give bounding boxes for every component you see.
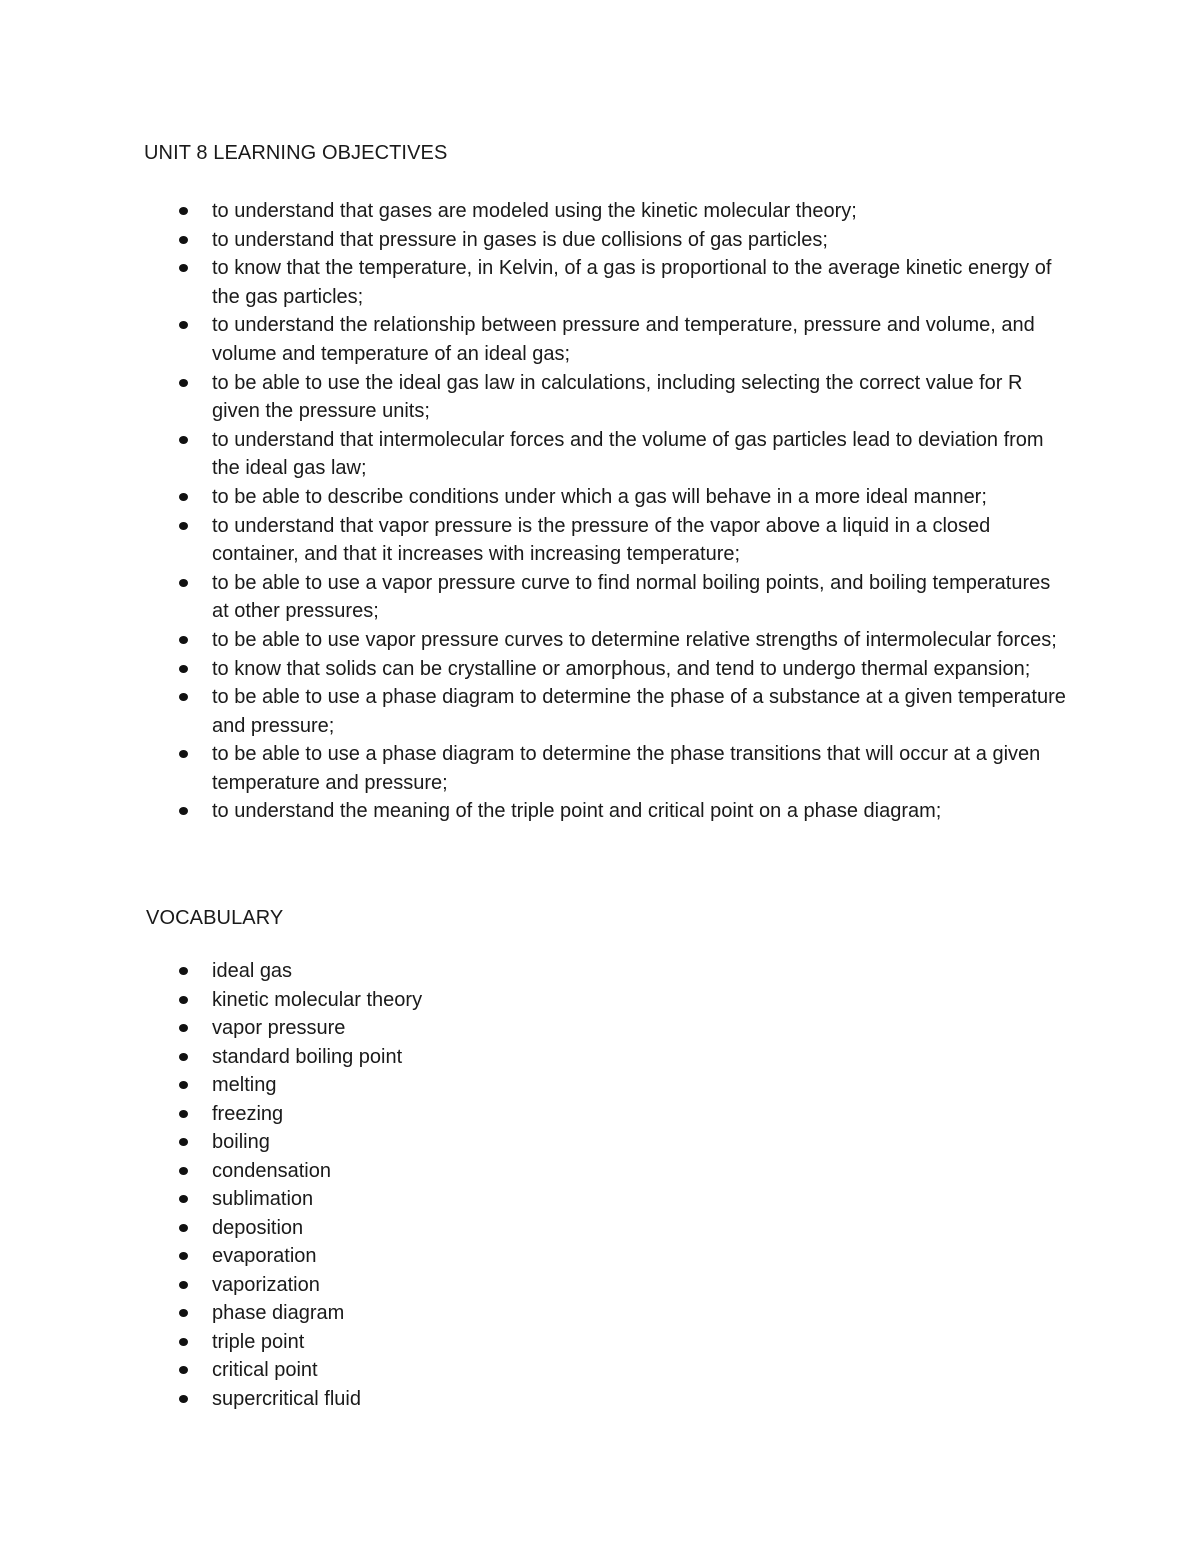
vocabulary-item-text: deposition [212,1216,304,1239]
objective-item-text: to understand that pressure in gases is due collisions of gas particles; [212,228,828,251]
bullet-icon [179,693,188,701]
objective-item-text: to be able to use vapor pressure curves to determine relative strengths of intermolecular forces; [212,628,1057,651]
vocabulary-item-text: boiling [212,1131,270,1153]
bullet-icon [179,1138,188,1146]
bullet-icon [179,207,188,215]
bullet-icon [179,1395,188,1403]
objective-item [0,626,1072,655]
objectives-list [0,197,1200,826]
vocabulary-item [0,1100,1072,1129]
vocabulary-item-text: ideal gas [212,960,293,982]
vocabulary-item-text: standard boiling point [212,1045,403,1068]
bullet-icon [179,579,188,587]
objective-item-text: to be able to use the ideal gas law in calculations, including selecting the correct value for R given the pressure units; [212,371,1023,423]
objective-item [0,311,1072,368]
objective-item-text: to understand that vapor pressure is the pressure of the vapor above a liquid in a closed container, and that it increases with increasing temperature; [212,514,991,566]
vocabulary-item-text: evaporation [212,1245,317,1267]
bullet-icon [179,1224,188,1232]
vocabulary-item [0,1385,1072,1414]
vocabulary-item-text: vapor pressure [212,1017,346,1039]
vocabulary-item-text: sublimation [212,1188,314,1210]
bullet-icon [179,436,188,444]
bullet-icon [179,236,188,244]
vocabulary-item-text: freezing [212,1102,284,1125]
bullet-icon [179,1053,188,1061]
objective-item [0,226,1072,255]
bullet-icon [179,321,188,329]
bullet-icon [179,996,188,1004]
bullet-icon [179,493,188,501]
objective-item [0,683,1072,740]
vocabulary-item [0,1271,1072,1300]
bullet-icon [179,1167,188,1175]
vocabulary-item-text: vaporization [212,1273,320,1296]
bullet-icon [179,636,188,644]
objective-item [0,426,1072,483]
bullet-icon [179,1081,188,1089]
vocabulary-item-text: supercritical fluid [212,1387,361,1410]
vocabulary-item [0,1071,1072,1100]
bullet-icon [179,1338,188,1346]
vocabulary-item [0,986,1072,1015]
vocabulary-item-text: phase diagram [212,1302,345,1324]
bullet-icon [179,967,188,975]
bullet-icon [179,1024,188,1032]
bullet-icon [179,522,188,530]
vocabulary-item [0,1242,1072,1271]
objective-item-text: to know that the temperature, in Kelvin, of a gas is proportional to the average kinetic energy of the gas particles; [212,257,1052,308]
objective-item [0,512,1072,569]
vocabulary-item [0,1214,1072,1243]
bullet-icon [179,1366,188,1374]
bullet-icon [179,750,188,758]
objective-item [0,655,1072,684]
objective-item-text: to be able to use a vapor pressure curve to find normal boiling points, and boiling temperatures at other pressures; [212,571,1051,623]
objective-item-text: to understand that intermolecular forces and the volume of gas particles lead to deviation from the ideal gas law; [212,428,1044,480]
objective-item-text: to be able to describe conditions under which a gas will behave in a more ideal manner; [212,485,987,508]
vocabulary-item [0,1157,1072,1186]
vocabulary-item [0,1185,1072,1214]
vocabulary-item-text: melting [212,1074,277,1096]
vocabulary-item [0,1014,1072,1043]
objective-item-text: to be able to use a phase diagram to determine the phase of a substance at a given temperature and pressure; [212,686,1066,737]
vocabulary-item [0,1356,1072,1385]
vocabulary-item [0,957,1072,986]
bullet-icon [179,379,188,387]
objective-item-text: to understand the relationship between pressure and temperature, pressure and volume, and volume and temperature of an ideal gas; [212,314,1035,365]
objective-item [0,197,1072,226]
bullet-icon [179,1281,188,1289]
objective-item [0,740,1072,797]
vocabulary-item [0,1299,1072,1328]
vocabulary-item-text: triple point [212,1330,305,1353]
bullet-icon [179,665,188,673]
vocabulary-item-text: condensation [212,1159,331,1182]
objective-item [0,569,1072,626]
objective-item [0,254,1072,311]
vocabulary-item [0,1043,1072,1072]
vocabulary-item-text: kinetic molecular theory [212,988,423,1011]
objective-item-text: to be able to use a phase diagram to determine the phase transitions that will occur at a given temperature and pressure; [212,743,1041,794]
bullet-icon [179,807,188,815]
bullet-icon [179,1195,188,1203]
bullet-icon [179,1309,188,1317]
vocabulary-item-text: critical point [212,1359,318,1381]
vocabulary-item [0,1328,1072,1357]
objective-item [0,797,1072,826]
vocabulary-heading: VOCABULARY [146,907,284,929]
vocabulary-list [0,957,1200,1413]
bullet-icon [179,1110,188,1118]
objective-item-text: to know that solids can be crystalline or amorphous, and tend to undergo thermal expansion; [212,657,1031,680]
objectives-heading: UNIT 8 LEARNING OBJECTIVES [144,142,448,164]
bullet-icon [179,1252,188,1260]
objective-item [0,483,1072,512]
objective-item-text: to understand that gases are modeled using the kinetic molecular theory; [212,200,857,222]
bullet-icon [179,264,188,272]
objective-item-text: to understand the meaning of the triple point and critical point on a phase diagram; [212,800,942,823]
vocabulary-item [0,1128,1072,1157]
objective-item [0,369,1072,426]
